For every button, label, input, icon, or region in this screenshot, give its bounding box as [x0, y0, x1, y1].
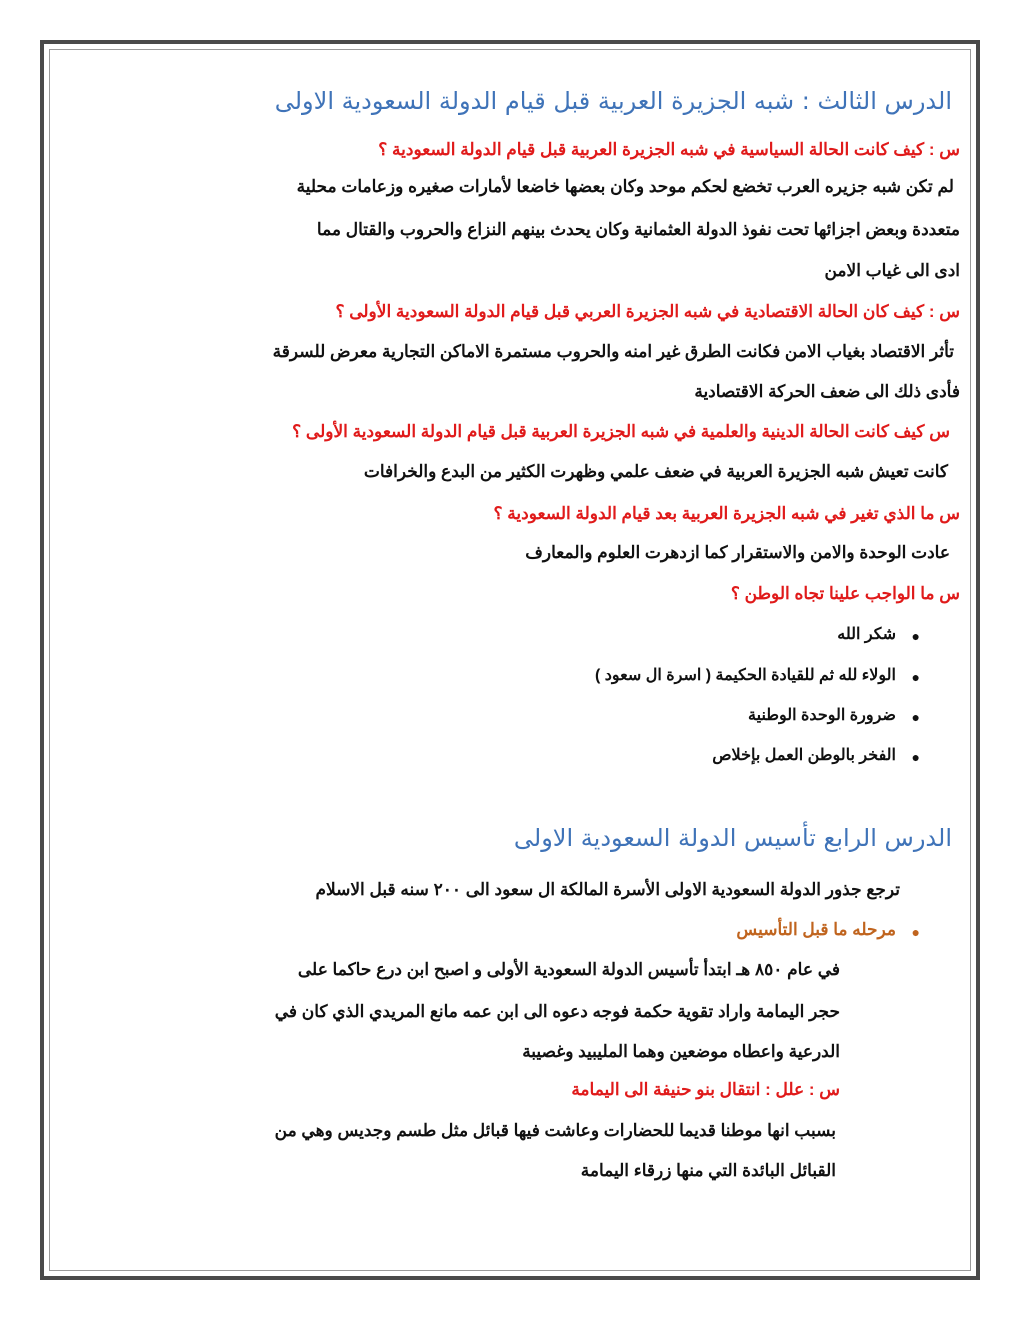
- question-religious: س كيف كانت الحالة الدينية والعلمية في شبه الجزيرة العربية قبل قيام الدولة السعودية الأولى ؟: [292, 422, 950, 441]
- question-change: س ما الذي تغير في شبه الجزيرة العربية بعد قيام الدولة السعودية ؟: [493, 504, 960, 523]
- bullet-icon: ●: [911, 669, 920, 685]
- answer-political-line1: لم تكن شبه جزيره العرب تخضع لحكم موحد وكان بعضها خاضعا لأمارات صغيره وزعامات محلية: [296, 177, 954, 196]
- document-page: [60, 60, 960, 1260]
- bullet-icon: ●: [911, 628, 920, 644]
- answer-hanifa-line2: القبائل البائدة التي منها زرقاء اليمامة: [580, 1161, 836, 1180]
- bullet-icon: ●: [911, 709, 920, 725]
- answer-change: عادت الوحدة والامن والاستقرار كما ازدهرت العلوم والمعارف: [525, 543, 950, 562]
- list-item: ● الولاء لله ثم للقيادة الحكيمة ( اسرة ال سعود ): [594, 667, 920, 685]
- answer-hanifa-line1: بسبب انها موطنا قديما للحضارات وعاشت فيها قبائل مثل طسم وجديس وهي من: [274, 1121, 836, 1140]
- lesson3-title: الدرس الثالث : شبه الجزيرة العربية قبل قيام الدولة السعودية الاولى: [274, 87, 952, 115]
- question-duty: س ما الواجب علينا تجاه الوطن ؟: [730, 584, 960, 603]
- answer-religious: كانت تعيش شبه الجزيرة العربية في ضعف علمي وظهرت الكثير من البدع والخرافات: [363, 462, 948, 481]
- paragraph-founding-line2: حجر اليمامة واراد تقوية حكمة فوجه دعوه الى ابن عمه مانع المريدي الذي كان في: [274, 1002, 840, 1021]
- list-item: ● شكر الله: [837, 626, 920, 644]
- list-item: ● الفخر بالوطن العمل بإخلاص: [712, 747, 920, 765]
- answer-economic-line1: تأثر الاقتصاد بغياب الامن فكانت الطرق غير امنه والحروب مستمرة الاماكن التجارية معرض للسرقة: [272, 342, 954, 361]
- answer-economic-line2: فأدى ذلك الى ضعف الحركة الاقتصادية: [694, 382, 960, 401]
- question-hanifa: س : علل : انتقال بنو حنيفة الى اليمامة: [571, 1080, 840, 1099]
- question-economic: س : كيف كان الحالة الاقتصادية في شبه الجزيرة العربي قبل قيام الدولة السعودية الأولى ؟: [335, 302, 960, 321]
- answer-political-line3: ادى الى غياب الامن: [824, 261, 960, 280]
- paragraph-founding-line3: الدرعية واعطاه موضعين وهما المليبيد وغصيبة: [522, 1042, 840, 1061]
- stage-heading: مرحله ما قبل التأسيس: [736, 920, 896, 939]
- lesson4-intro: ترجع جذور الدولة السعودية الاولى الأسرة المالكة ال سعود الى ٢٠٠ سنه قبل الاسلام: [315, 880, 900, 899]
- bullet-icon: ●: [911, 749, 920, 765]
- lesson4-title: الدرس الرابع تأسيس الدولة السعودية الاولى: [513, 824, 952, 852]
- bullet-icon: ●: [911, 924, 920, 940]
- list-item: ● ضرورة الوحدة الوطنية: [748, 707, 920, 725]
- question-political: س : كيف كانت الحالة السياسية في شبه الجزيرة العربية قبل قيام الدولة السعودية ؟: [378, 140, 960, 159]
- paragraph-founding-line1: في عام ٨٥٠ هـ ابتدأ تأسيس الدولة السعودية الأولى و اصبح ابن درع حاكما على: [297, 960, 840, 979]
- answer-political-line2: متعددة وبعض اجزائها تحت نفوذ الدولة العثمانية وكان يحدث بينهم النزاع والحروب والقتال مما: [316, 220, 960, 239]
- stage-heading-row: [60, 920, 960, 944]
